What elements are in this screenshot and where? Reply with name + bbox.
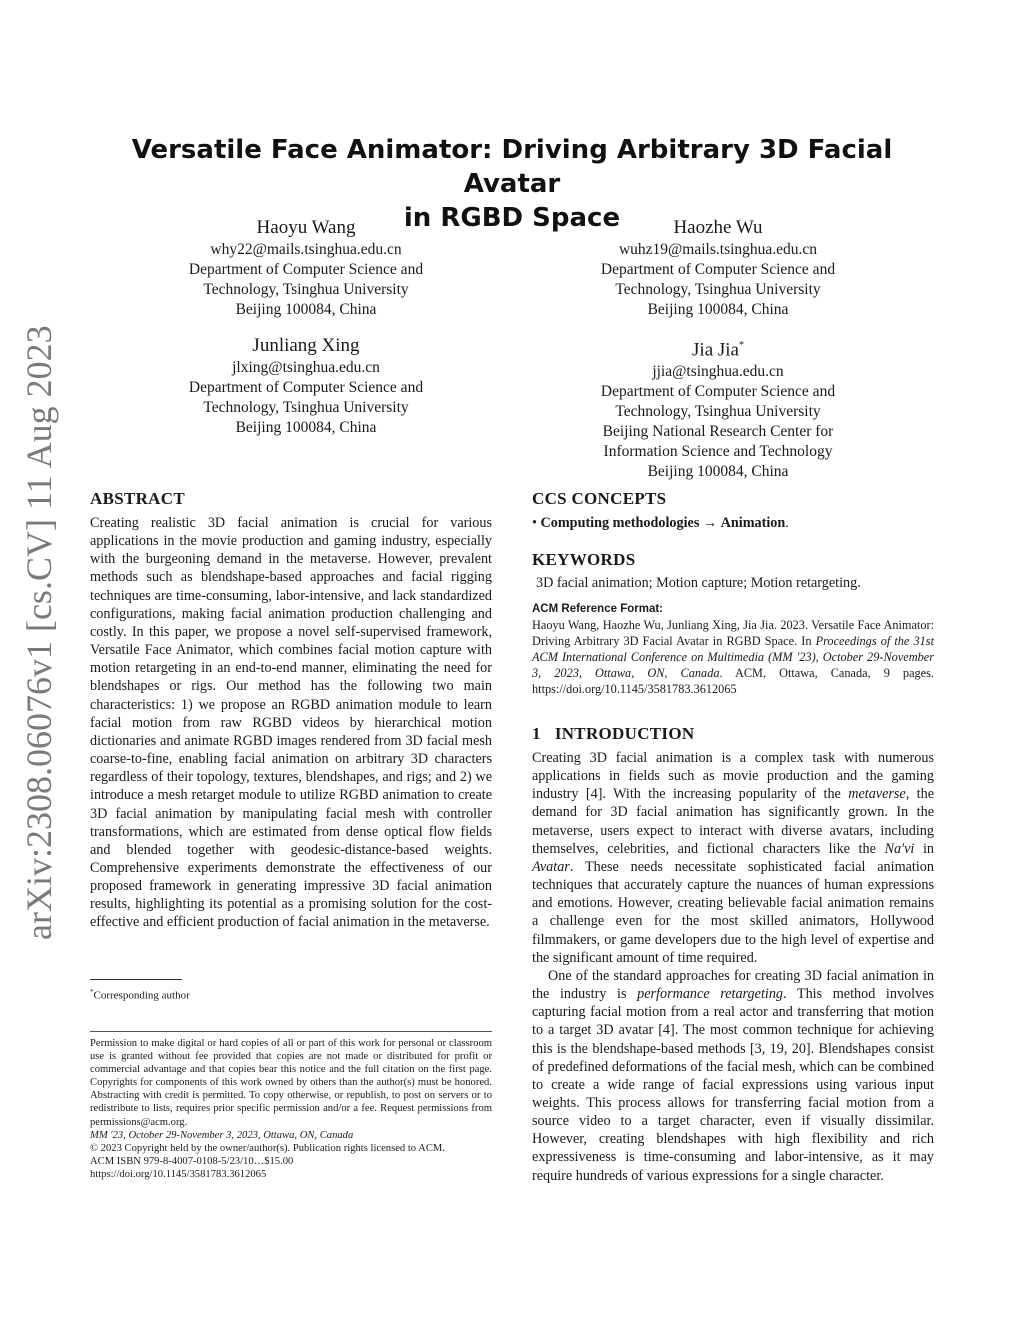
intro-number: 1 bbox=[532, 724, 541, 743]
author-affiliation-line: Department of Computer Science and bbox=[600, 383, 836, 401]
author-name: Haozhe Wu bbox=[673, 217, 763, 238]
intro-heading bbox=[532, 724, 694, 744]
intro-title: INTRODUCTION bbox=[554, 724, 695, 743]
author-block-2 bbox=[553, 216, 883, 320]
author-affiliation-line: Beijing 100084, China bbox=[235, 301, 377, 318]
author-block-4 bbox=[553, 334, 883, 482]
ccs-bullet: • bbox=[532, 515, 537, 531]
author-name: Junliang Xing bbox=[252, 335, 360, 356]
author-affiliation-line: Technology, Tsinghua University bbox=[615, 403, 821, 421]
corresponding-mark: * bbox=[738, 340, 744, 351]
arrow-icon: → bbox=[702, 515, 718, 531]
isbn-line: ACM ISBN 979-8-4007-0108-5/23/10…$15.00 bbox=[90, 1155, 294, 1167]
author-affiliation-line: Information Science and Technology bbox=[603, 443, 833, 461]
permission-rule bbox=[90, 1031, 492, 1032]
intro-p1-emph: metaverse bbox=[848, 786, 906, 803]
author-email: jlxing@tsinghua.edu.cn bbox=[232, 359, 380, 376]
acm-ref-proceedings: Proceedings of the 31st ACM International Conference on Multimedia (MM '23), October 29-November 3, 2023, Ottawa, ON, Canada bbox=[532, 634, 934, 681]
intro-p1-emph: Avatar bbox=[532, 858, 570, 875]
author-affiliation-line: Department of Computer Science and bbox=[188, 379, 424, 396]
intro-p1-text: . These needs necessitate sophisticated facial animation techniques that accurately capture the nuances of human expressions and emotions. However, creating believable facial animation remains a challenge even for the most skilled animators, Hollywood filmmakers, or game developers due to the high level of expertise and the significant amount of time required. bbox=[532, 858, 934, 966]
acm-ref-part2: . ACM, Ottawa, Canada, 9 pages. https://doi.org/10.1145/3581783.3612065 bbox=[532, 666, 935, 697]
author-affiliation-line: Beijing 100084, China bbox=[647, 301, 789, 318]
ccs-line bbox=[532, 514, 934, 532]
author-name: Haoyu Wang bbox=[256, 217, 356, 238]
footnote bbox=[90, 986, 492, 1003]
acm-ref-text bbox=[532, 617, 934, 697]
intro-p1-text: in bbox=[914, 840, 934, 857]
author-affiliation-line: Beijing 100084, China bbox=[647, 463, 789, 481]
author-affiliation-line: Beijing National Research Center for bbox=[602, 423, 834, 441]
intro-paragraph-1 bbox=[532, 749, 934, 967]
author-affiliation-line: Department of Computer Science and bbox=[188, 261, 424, 278]
ccs-period: . bbox=[785, 515, 789, 531]
author-affiliation-line: Technology, Tsinghua University bbox=[203, 399, 409, 416]
author-affiliation-line: Beijing 100084, China bbox=[235, 419, 377, 436]
permission-text: Permission to make digital or hard copies of all or part of this work for personal or classroom use is granted without fee provided that copies are not made or distributed for profit or commercial advantage and that copies bear this notice and the full citation on the first page. Copyrights for components of this work owned by others than the author(s) must be honored. Abstracting with credit is permitted. To copy otherwise, or republish, to post on servers or to redistribute to lists, requires prior specific permission and/or a fee. Request permissions from permissions@acm.org. bbox=[90, 1038, 492, 1128]
intro-body bbox=[532, 749, 934, 1185]
ccs-subconcept: Animation bbox=[720, 515, 786, 531]
abstract-heading: ABSTRACT bbox=[90, 489, 185, 508]
title-line-1: Versatile Face Animator: Driving Arbitrary 3D Facial Avatar bbox=[131, 135, 893, 199]
intro-p1-emph: Na'vi bbox=[884, 840, 915, 857]
keywords-heading: KEYWORDS bbox=[532, 550, 636, 569]
footnote-text: Corresponding author bbox=[93, 989, 190, 1002]
keywords-text: 3D facial animation; Motion capture; Motion retargeting. bbox=[536, 575, 861, 591]
author-name: Jia Jia bbox=[692, 339, 739, 361]
author-email: wuhz19@mails.tsinghua.edu.cn bbox=[618, 241, 818, 258]
footnote-mark: * bbox=[90, 988, 94, 996]
ccs-concept: Computing methodologies bbox=[540, 515, 700, 531]
author-affiliation-line: Technology, Tsinghua University bbox=[615, 281, 821, 298]
acm-ref-part1: Haoyu Wang, Haozhe Wu, Junliang Xing, Jia Jia. 2023. Versatile Face Animator: Driving Arbitrary 3D Facial Avatar in RGBD Space. In bbox=[532, 618, 934, 649]
intro-paragraph-2 bbox=[532, 967, 934, 1185]
copyright-line: © 2023 Copyright held by the owner/author(s). Publication rights licensed to ACM. bbox=[90, 1142, 445, 1154]
doi-line: https://doi.org/10.1145/3581783.3612065 bbox=[90, 1168, 267, 1180]
acm-ref-heading: ACM Reference Format: bbox=[532, 603, 663, 615]
title-line-2: in RGBD Space bbox=[403, 203, 621, 233]
footnote-rule bbox=[90, 979, 182, 980]
author-name-wrap bbox=[553, 334, 883, 362]
permission-block bbox=[90, 1037, 492, 1181]
ccs-heading: CCS CONCEPTS bbox=[532, 489, 667, 508]
author-block-1 bbox=[141, 216, 471, 320]
intro-p2-emph: performance retargeting bbox=[637, 986, 784, 1003]
author-affiliation-line: Department of Computer Science and bbox=[600, 261, 836, 278]
intro-p2-text: One of the standard approaches for creating 3D facial animation in the industry is bbox=[532, 967, 934, 1003]
abstract-text: Creating realistic 3D facial animation is crucial for various applications in the movie production and gaming industry, especially with the burgeoning demand in the metaverse. However, prevalent methods such as blendshape-based approaches and facial rigging techniques are time-consuming, labor-intensive, and lack standardized configurations, making facial animation production challenging and costly. In this paper, we propose a novel self-supervised framework, Versatile Face Animator, which combines facial motion capture with motion retargeting in an end-to-end manner, eliminating the need for blendshapes or rigs. Our method has the following two main characteristics: 1) we propose an RGBD animation module to learn facial motion from raw RGBD videos by hierarchical motion dictionaries and animate RGBD images rendered from 3D facial mesh coarse-to-fine, enabling facial animation on arbitrary 3D characters regardless of their topology, textures, blendshapes, and rigs; and 2) we introduce a mesh retarget module to utilize RGBD animation to create 3D facial animation by manipulating facial mesh with controller transformations, which are estimated from dense optical flow fields and blended together with geodesic-distance-based weights. Comprehensive experiments demonstrate the effectiveness of our proposed framework in generating impressive 3D facial animation results, highlighting its potential as a promising solution for the cost-effective and efficient production of facial animation in the metaverse. bbox=[90, 515, 492, 931]
intro-p2-text: . This method involves capturing facial motion from a real actor and transferring that motion to a target 3D avatar [4]. The most common technique for achieving this is the blendshape-based methods [3, 19, 20]. Blendshapes consist of predefined deformations of the facial mesh, which can be combined to create a wide range of facial expressions using various input weights. This process allows for transferring facial motion from a source video to a target character, even if visually dissimilar. However, creating blendshapes with high flexibility and rich expressiveness is time-consuming and labor-intensive, as it may require hundreds of various expressions for a single character. bbox=[532, 986, 934, 1184]
author-block-3 bbox=[141, 334, 471, 438]
venue-line: MM '23, October 29-November 3, 2023, Ottawa, ON, Canada bbox=[90, 1129, 354, 1141]
author-affiliation-line: Technology, Tsinghua University bbox=[203, 281, 409, 298]
author-email: why22@mails.tsinghua.edu.cn bbox=[210, 241, 402, 258]
intro-p1-text: , the demand for 3D facial animation has significantly grown. In the metaverse, users expect to interact with diverse avatars, including themselves, celebrities, and fictional characters like the bbox=[532, 786, 934, 857]
arxiv-stamp: arXiv:2308.06076v1 [cs.CV] 11 Aug 2023 bbox=[19, 325, 59, 940]
author-email: jjia@tsinghua.edu.cn bbox=[652, 363, 784, 381]
intro-p1-text: Creating 3D facial animation is a complex task with numerous applications in fields such as movie production and the gaming industry [4]. With the increasing popularity of the bbox=[532, 750, 934, 803]
